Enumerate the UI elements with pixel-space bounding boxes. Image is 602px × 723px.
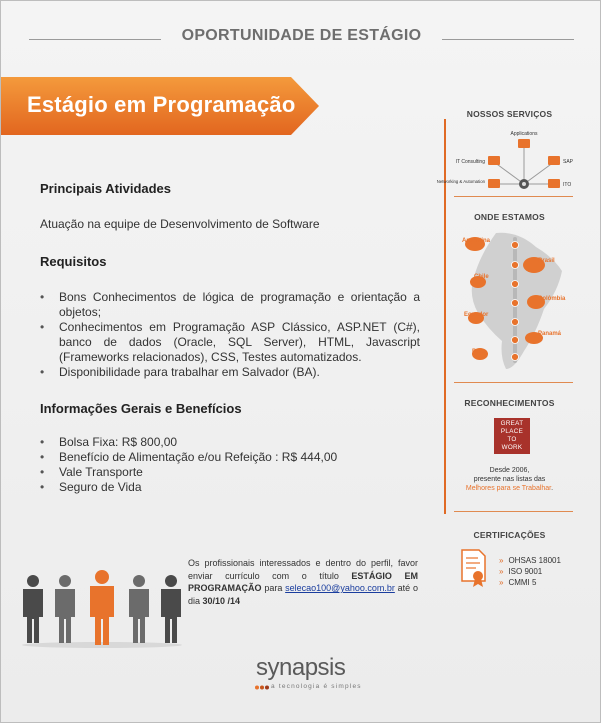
certificacoes-list	[499, 555, 561, 588]
contact-text-para: para	[261, 583, 286, 593]
contact-intro: Os profissionais interessados e dentro do perfil, favor enviar currículo com o título	[188, 558, 418, 581]
country-label: Panamá	[538, 331, 562, 337]
country-label: Argentina	[462, 238, 491, 244]
cert-label: ISO 9001	[508, 567, 543, 576]
servico-node-label: SAP	[563, 159, 574, 165]
list-item	[499, 566, 561, 577]
onde-heading: ONDE ESTAMOS	[474, 212, 545, 222]
beneficios-heading: Informações Gerais e Benefícios	[40, 401, 242, 416]
atividades-heading: Principais Atividades	[40, 181, 172, 196]
latam-map	[458, 229, 568, 372]
list-item: • Disponibilidade para trabalhar em Salvador (BA).	[40, 365, 420, 380]
list-item: • Seguro de Vida	[40, 480, 420, 495]
badge-line: TO	[507, 436, 517, 443]
sidebar-separator	[454, 196, 573, 197]
reconhecimentos-line	[446, 484, 573, 493]
servico-node-label: ITO	[563, 182, 572, 188]
certificacoes-heading: CERTIFICAÇÕES	[473, 530, 546, 540]
badge-line: WORK	[501, 444, 523, 451]
main-content	[40, 181, 420, 495]
contact-text	[188, 557, 418, 607]
list-item: • Bolsa Fixa: R$ 800,00	[40, 435, 420, 450]
servico-node-label: Networking & Automation	[436, 179, 485, 184]
reconhecimentos-line: Desde 2006,	[489, 467, 530, 474]
contact-date: 30/10 /14	[202, 595, 241, 606]
atividades-text: Atuação na equipe de Desenvolvimento de Software	[40, 217, 320, 231]
list-item	[499, 555, 561, 566]
cert-label: OHSAS 18001	[508, 556, 561, 565]
country-label: Chile	[474, 274, 489, 280]
beneficios-list	[40, 435, 420, 495]
list-item	[499, 577, 561, 588]
servicos-heading: NOSSOS SERVIÇOS	[466, 109, 553, 119]
requisitos-heading: Requisitos	[40, 254, 107, 269]
email-link[interactable]: selecao100@yahoo.com.br	[285, 583, 395, 593]
arrow-right-icon: »	[499, 567, 504, 576]
reconhecimentos-text	[446, 466, 573, 493]
list-item: • Conhecimentos em Programação ASP Clássico, ASP.NET (C#), banco de dados (Oracle, SQL Server), HTML, Javascript (Frameworks relacionados), CSS, Testes automatizados.	[40, 320, 420, 365]
sidebar-separator	[454, 511, 573, 512]
people-illustration	[17, 569, 187, 647]
country-label: Colômbia	[538, 296, 566, 302]
synapsis-logo: synapsis	[256, 654, 346, 681]
country-label: Peru	[472, 349, 486, 355]
list-item: • Vale Transporte	[40, 465, 420, 480]
arrow-right-icon: »	[499, 556, 504, 565]
reconhecimentos-tail: .	[551, 485, 554, 492]
certificate-icon	[460, 548, 488, 588]
servico-node-label: Applications	[510, 131, 538, 137]
banner-title: Estágio em Programação	[27, 92, 296, 117]
servico-node-label: IT Consulting	[455, 159, 485, 165]
great-place-to-work-badge	[494, 418, 530, 454]
badge-line: PLACE	[500, 428, 524, 435]
arrow-right-icon: »	[499, 578, 504, 587]
reconhecimentos-heading: RECONHECIMENTOS	[464, 398, 555, 408]
logo-tagline: a tecnologia é simples	[271, 683, 362, 690]
sidebar-separator	[454, 382, 573, 383]
list-item: • Benefício de Alimentação e/ou Refeição : R$ 444,00	[40, 450, 420, 465]
reconhecimentos-line: presente nas listas das	[473, 476, 546, 483]
cert-label: CMMI 5	[508, 578, 537, 587]
servicos-diagram	[436, 124, 574, 194]
contact-text-ate: até o dia	[188, 583, 418, 606]
requisitos-list	[40, 290, 420, 380]
country-label: Equador	[464, 312, 489, 318]
logo-dots-icon	[255, 685, 269, 690]
melhores-highlight: Melhores para se Trabalhar	[465, 485, 552, 492]
country-label: Brasil	[538, 258, 555, 264]
badge-line: GREAT	[500, 420, 524, 427]
contact-subject: ESTÁGIO EM PROGRAMAÇÃO	[188, 570, 418, 593]
list-item: • Bons Conhecimentos de lógica de programação e orientação a objetos;	[40, 290, 420, 320]
page-title: OPORTUNIDADE DE ESTÁGIO	[181, 27, 422, 44]
